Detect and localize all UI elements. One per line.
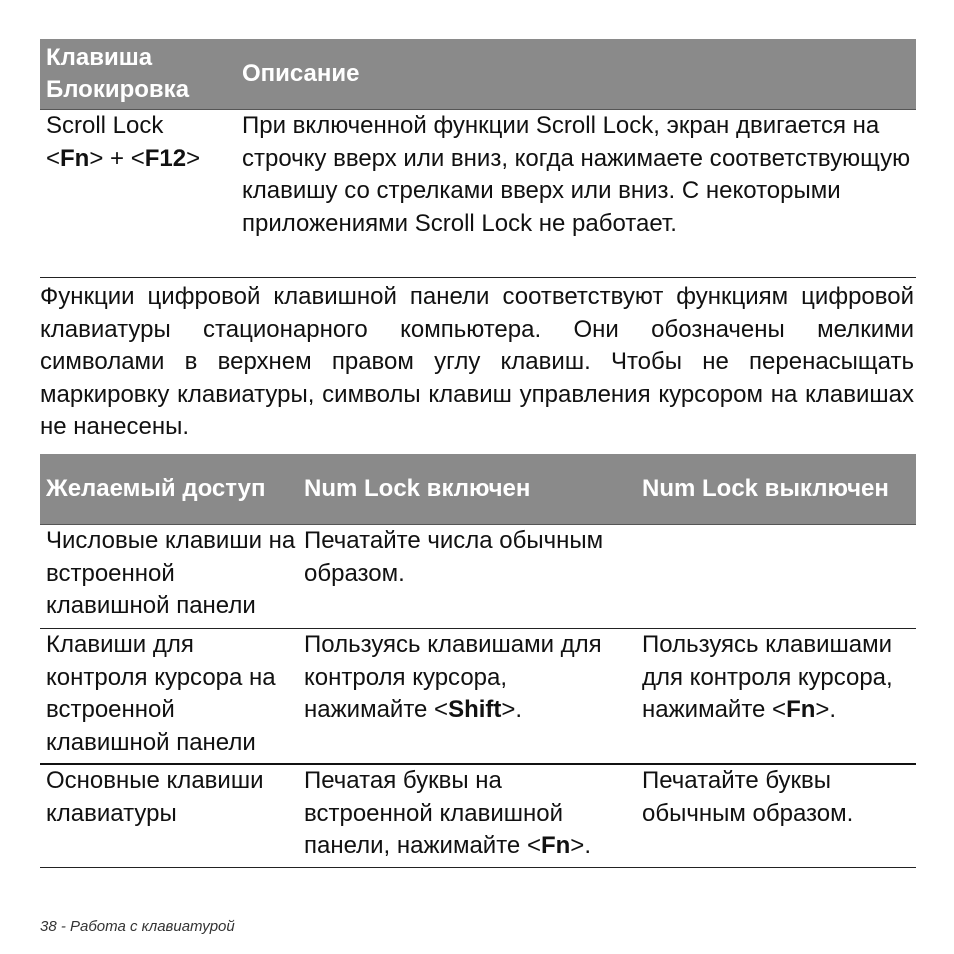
- keypad-paragraph: Функции цифровой клавишной панели соответствуют функциям цифровой клавиатуры стационарного компьютера. Они обозначены мелкими символами в верхнем правом углу клавиш. Чтобы не перенасыщать маркировку клавиатуры, символы клавиш управления курсором на клавишах не нанесены.: [40, 283, 914, 440]
- page-footer: 38 - Работа с клавиатурой: [40, 918, 235, 935]
- access-cell: Числовые клавиши на встроенной клавишной панели: [46, 527, 296, 619]
- cell-text-end: >.: [501, 696, 523, 723]
- key-fn: Fn: [60, 144, 90, 172]
- combo-plus: > + <: [89, 144, 145, 172]
- description-cell: При включенной функции Scroll Lock, экран двигается на строчку вверх или вниз, когда нажимаете соответствующую клавишу со стрелками вверх или вниз. С некоторыми приложениями Scroll Lock не работает.: [242, 112, 911, 237]
- table-row: [40, 110, 916, 278]
- combo-bracket-end: >: [186, 144, 201, 172]
- header-key-lock: Клавиша Блокировка: [40, 39, 236, 110]
- key-f12: F12: [144, 144, 187, 172]
- numlock-off-cell: [636, 629, 916, 765]
- key-shift: Shift: [448, 696, 502, 723]
- numlock-off-cell: [636, 525, 916, 629]
- cell-text: Пользуясь клавишами для контроля курсора, нажимайте <: [304, 631, 602, 723]
- numlock-on-cell: Печатайте числа обычным образом.: [304, 527, 604, 587]
- cell-text: Печатая буквы на встроенной клавишной панели, нажимайте <: [304, 767, 563, 859]
- header-numlock-on: Num Lock включен: [298, 454, 636, 525]
- cell-text: Пользуясь клавишами для контроля курсора, нажимайте <: [642, 631, 893, 723]
- key-fn: Fn: [540, 832, 571, 859]
- key-cell: [40, 110, 236, 278]
- numlock-on-cell: [298, 629, 636, 765]
- key-name: Scroll Lock: [46, 112, 164, 139]
- access-cell: Основные клавиши клавиатуры: [46, 767, 264, 827]
- access-cell: Клавиши для контроля курсора на встроенной клавишной панели: [46, 631, 276, 756]
- numlock-on-cell: [298, 764, 636, 868]
- table-row: [40, 764, 916, 868]
- table-row: [40, 525, 916, 629]
- combo-bracket: <: [46, 144, 61, 172]
- numlock-off-cell: Печатайте буквы обычным образом.: [642, 767, 854, 827]
- table-header-row: [40, 454, 916, 525]
- header-numlock-off: Num Lock выключен: [636, 454, 916, 525]
- cell-text-end: >.: [570, 832, 591, 859]
- table-row: [40, 629, 916, 765]
- header-access: Желаемый доступ: [40, 454, 298, 525]
- cell-text-end: >.: [815, 696, 837, 723]
- header-description: Описание: [236, 39, 916, 110]
- key-fn: Fn: [786, 696, 816, 723]
- num-lock-table: [40, 454, 916, 868]
- table-header-row: [40, 39, 916, 110]
- scroll-lock-table: [40, 39, 916, 278]
